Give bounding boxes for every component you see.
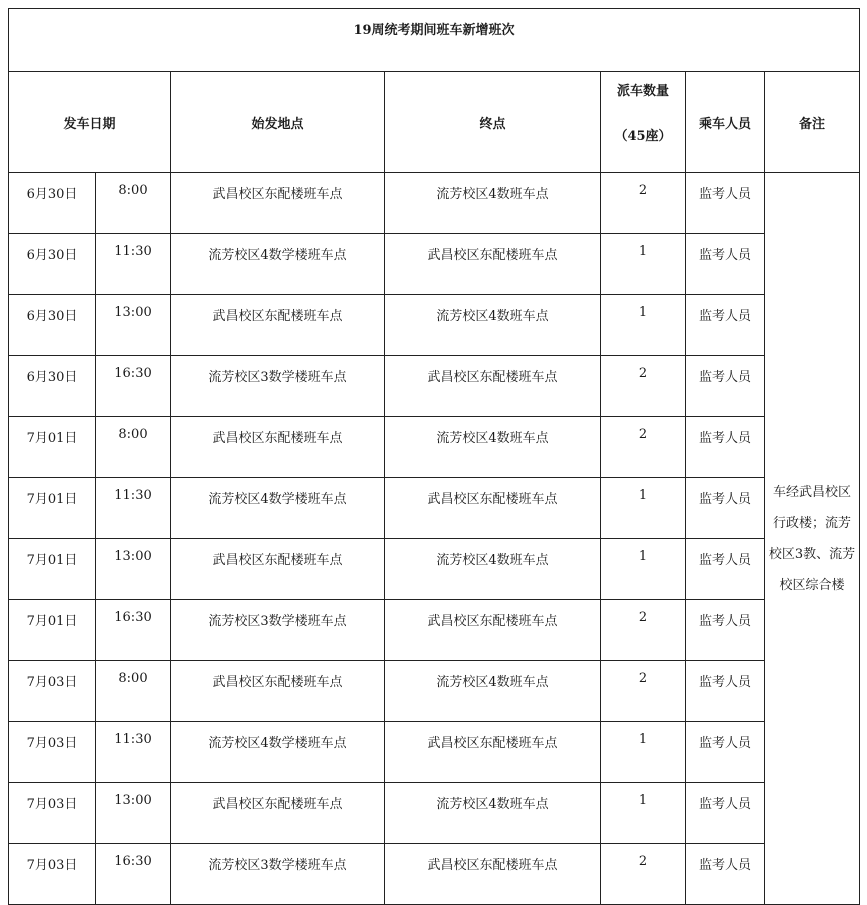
- table-row: [9, 722, 860, 783]
- row-time: 13:00: [96, 783, 171, 844]
- row-origin: 武昌校区东配楼班车点: [171, 783, 385, 844]
- row-destination: 武昌校区东配楼班车点: [385, 600, 601, 661]
- bus-schedule-table: [8, 8, 860, 905]
- table-row: [9, 844, 860, 905]
- row-time: 11:30: [96, 234, 171, 295]
- row-passengers: 监考人员: [686, 173, 765, 234]
- row-time: 8:00: [96, 417, 171, 478]
- row-origin: 流芳校区3数学楼班车点: [171, 356, 385, 417]
- row-origin: 流芳校区3数学楼班车点: [171, 600, 385, 661]
- header-seats: [601, 72, 686, 173]
- row-date: 7月03日: [9, 722, 96, 783]
- row-vehicle-count: 1: [601, 722, 686, 783]
- header-seats-label: 派车数量: [616, 84, 669, 99]
- row-destination: 武昌校区东配楼班车点: [385, 478, 601, 539]
- row-origin: 武昌校区东配楼班车点: [171, 295, 385, 356]
- row-time: 8:00: [96, 173, 171, 234]
- row-origin: 武昌校区东配楼班车点: [171, 539, 385, 600]
- row-passengers: 监考人员: [686, 844, 765, 905]
- table-row: [9, 417, 860, 478]
- row-time: 13:00: [96, 295, 171, 356]
- row-passengers: 监考人员: [686, 539, 765, 600]
- row-vehicle-count: 1: [601, 295, 686, 356]
- row-passengers: 监考人员: [686, 417, 765, 478]
- header-origin: 始发地点: [171, 72, 385, 173]
- row-destination: 流芳校区4数班车点: [385, 661, 601, 722]
- row-date: 7月03日: [9, 783, 96, 844]
- row-time: 8:00: [96, 661, 171, 722]
- row-destination: 武昌校区东配楼班车点: [385, 356, 601, 417]
- row-vehicle-count: 2: [601, 417, 686, 478]
- row-destination: 武昌校区东配楼班车点: [385, 722, 601, 783]
- table-row: [9, 600, 860, 661]
- row-date: 6月30日: [9, 295, 96, 356]
- header-destination: 终点: [385, 72, 601, 173]
- header-passengers: 乘车人员: [686, 72, 765, 173]
- row-destination: 流芳校区4数班车点: [385, 783, 601, 844]
- row-passengers: 监考人员: [686, 295, 765, 356]
- row-destination: 流芳校区4数班车点: [385, 173, 601, 234]
- row-date: 6月30日: [9, 356, 96, 417]
- row-origin: 武昌校区东配楼班车点: [171, 661, 385, 722]
- row-origin: 流芳校区4数学楼班车点: [171, 234, 385, 295]
- row-passengers: 监考人员: [686, 783, 765, 844]
- header-seats-capacity: （45座）: [614, 129, 672, 144]
- row-destination: 武昌校区东配楼班车点: [385, 844, 601, 905]
- table-row: [9, 539, 860, 600]
- row-time: 16:30: [96, 600, 171, 661]
- row-date: 6月30日: [9, 234, 96, 295]
- row-date: 7月01日: [9, 600, 96, 661]
- row-passengers: 监考人员: [686, 600, 765, 661]
- row-origin: 武昌校区东配楼班车点: [171, 417, 385, 478]
- row-destination: 武昌校区东配楼班车点: [385, 234, 601, 295]
- row-vehicle-count: 2: [601, 844, 686, 905]
- row-time: 16:30: [96, 844, 171, 905]
- row-vehicle-count: 1: [601, 539, 686, 600]
- row-date: 7月01日: [9, 417, 96, 478]
- row-date: 7月03日: [9, 661, 96, 722]
- table-row: [9, 295, 860, 356]
- row-time: 13:00: [96, 539, 171, 600]
- row-vehicle-count: 2: [601, 356, 686, 417]
- row-vehicle-count: 1: [601, 478, 686, 539]
- row-date: 7月01日: [9, 539, 96, 600]
- row-destination: 流芳校区4数班车点: [385, 539, 601, 600]
- row-destination: 流芳校区4数班车点: [385, 417, 601, 478]
- header-note: 备注: [765, 72, 860, 173]
- table-row: [9, 661, 860, 722]
- row-passengers: 监考人员: [686, 661, 765, 722]
- row-vehicle-count: 2: [601, 173, 686, 234]
- row-time: 11:30: [96, 722, 171, 783]
- row-passengers: 监考人员: [686, 356, 765, 417]
- row-date: 6月30日: [9, 173, 96, 234]
- row-origin: 流芳校区3数学楼班车点: [171, 844, 385, 905]
- row-origin: 流芳校区4数学楼班车点: [171, 478, 385, 539]
- row-time: 11:30: [96, 478, 171, 539]
- table-row: [9, 783, 860, 844]
- row-passengers: 监考人员: [686, 478, 765, 539]
- header-date: 发车日期: [9, 72, 171, 173]
- row-time: 16:30: [96, 356, 171, 417]
- row-passengers: 监考人员: [686, 722, 765, 783]
- table-row: [9, 173, 860, 234]
- row-vehicle-count: 2: [601, 661, 686, 722]
- row-date: 7月03日: [9, 844, 96, 905]
- row-vehicle-count: 1: [601, 783, 686, 844]
- table-title: 19周统考期间班车新增班次: [9, 9, 860, 72]
- row-passengers: 监考人员: [686, 234, 765, 295]
- table-row: [9, 234, 860, 295]
- table-row: [9, 356, 860, 417]
- table-row: [9, 478, 860, 539]
- row-vehicle-count: 2: [601, 600, 686, 661]
- row-vehicle-count: 1: [601, 234, 686, 295]
- row-date: 7月01日: [9, 478, 96, 539]
- row-origin: 流芳校区4数学楼班车点: [171, 722, 385, 783]
- row-destination: 流芳校区4数班车点: [385, 295, 601, 356]
- row-origin: 武昌校区东配楼班车点: [171, 173, 385, 234]
- route-note: 车经武昌校区行政楼；流芳校区3教、流芳校区综合楼: [765, 173, 860, 905]
